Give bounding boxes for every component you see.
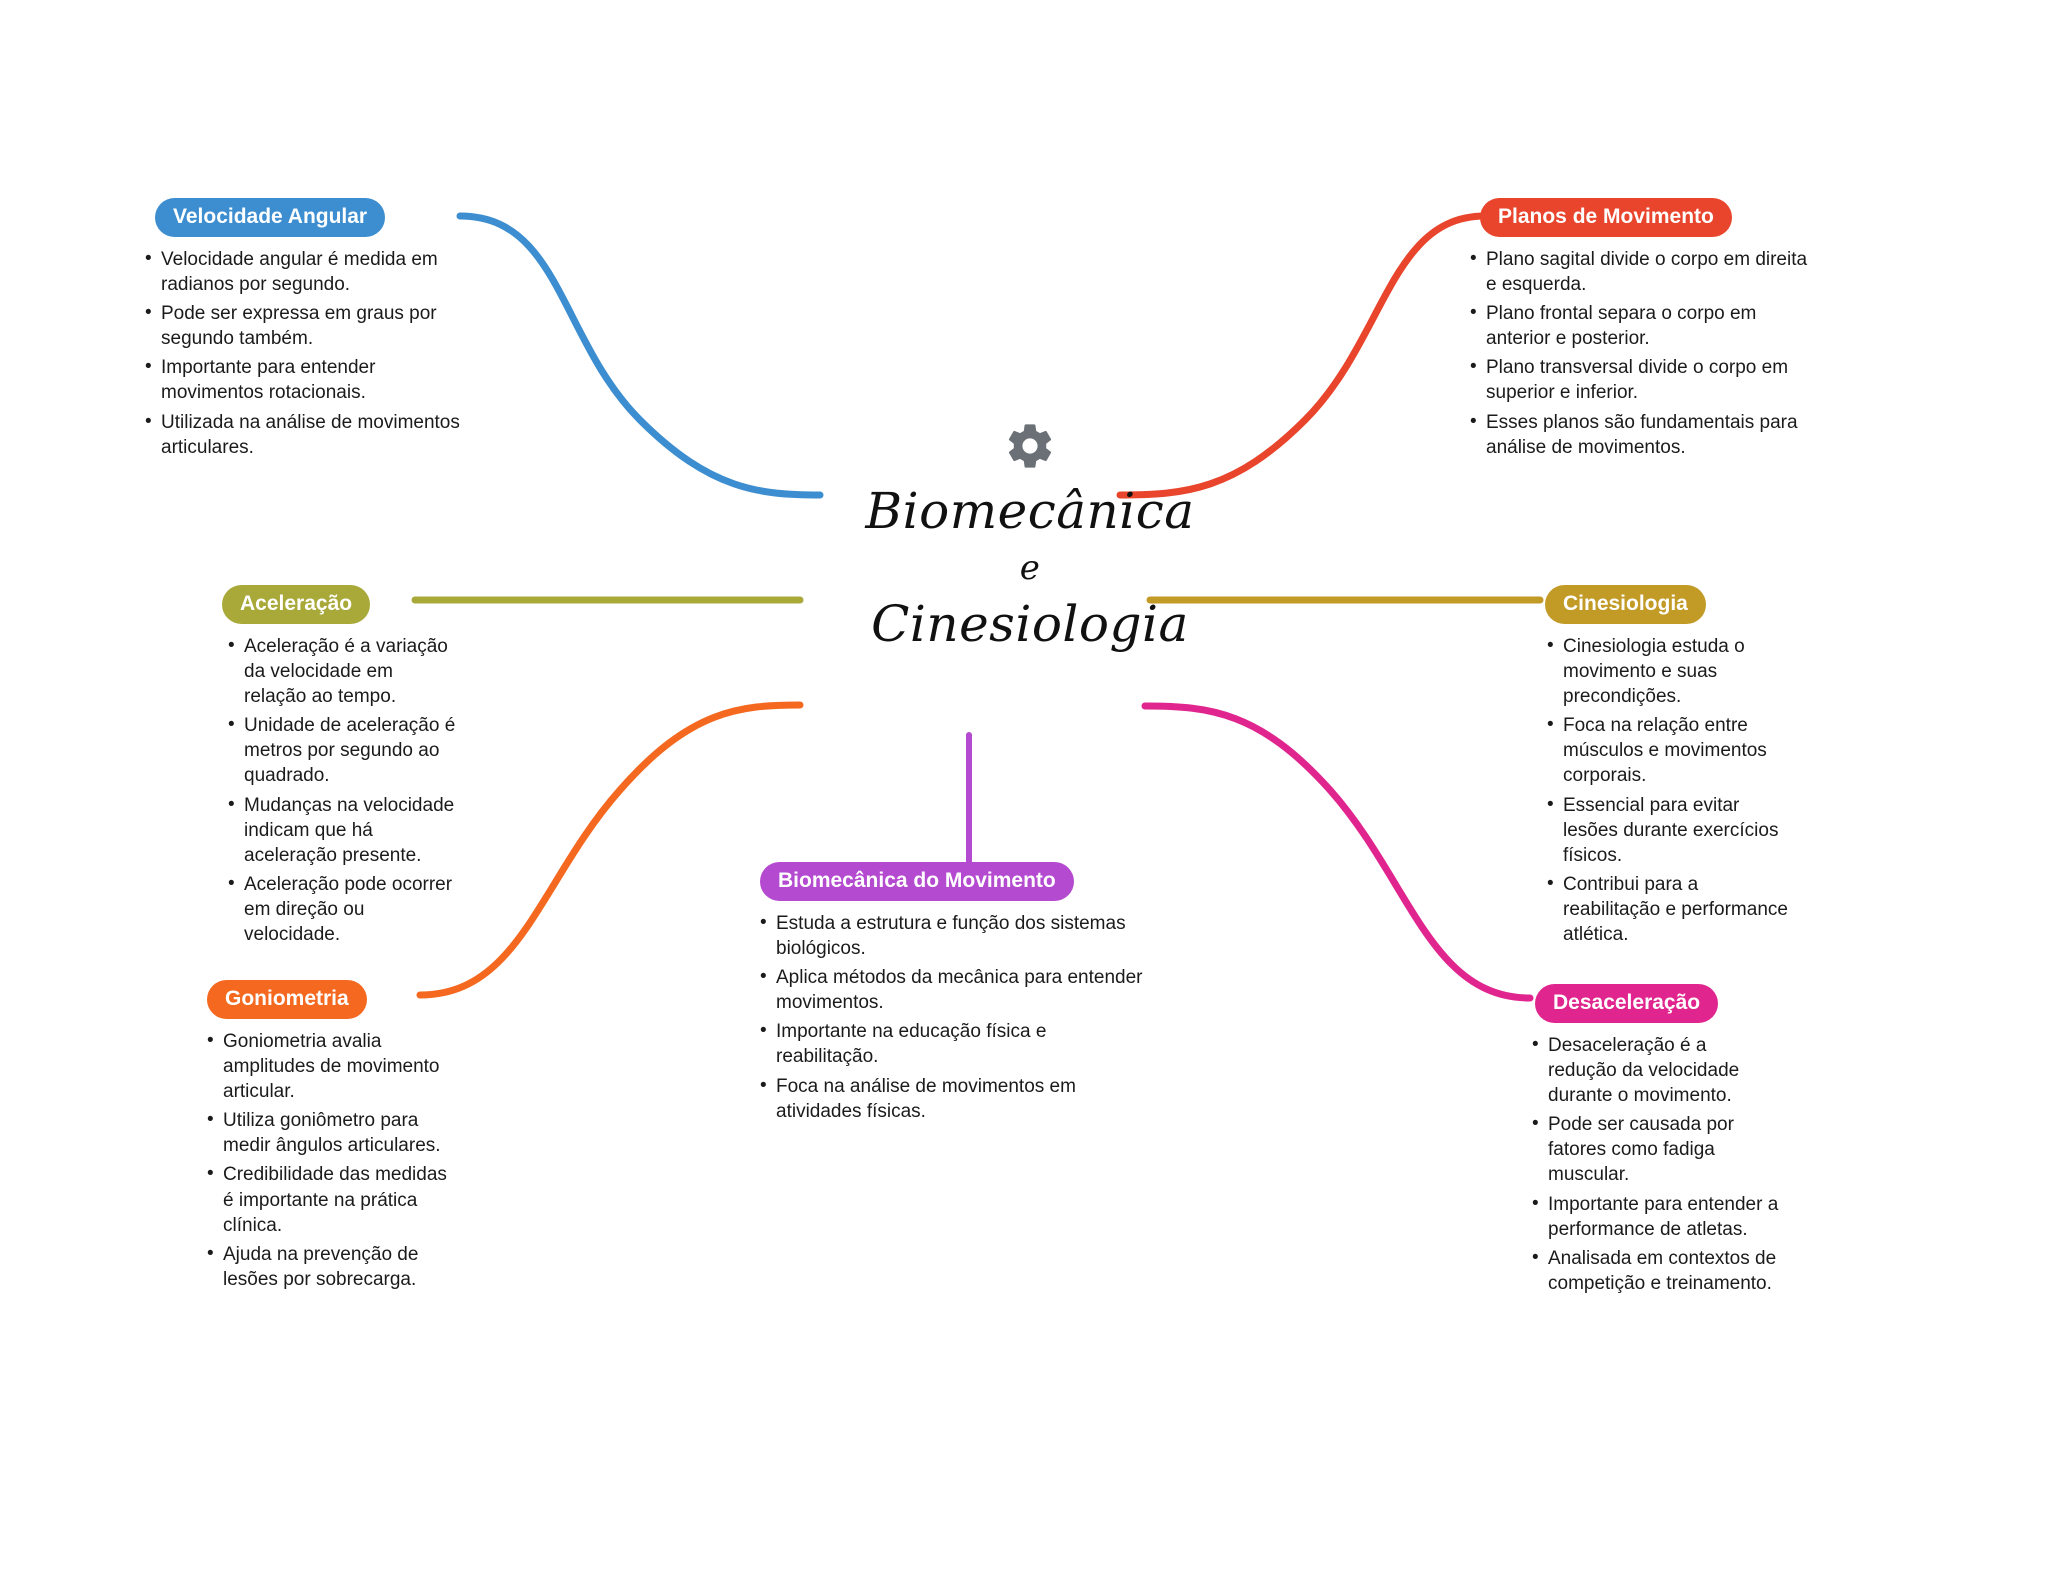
- list-item: • Aplica métodos da mecânica para entender movimentos.: [760, 965, 1150, 1015]
- central-title-line3: Cinesiologia: [871, 595, 1189, 654]
- central-title: [780, 478, 1280, 659]
- list-item: • Plano transversal divide o corpo em superior e inferior.: [1470, 355, 1815, 405]
- topic-label-planos-movimento[interactable]: Planos de Movimento: [1480, 198, 1732, 237]
- list-item: • Velocidade angular é medida em radianos por segundo.: [145, 247, 475, 297]
- topic-cinesiologia[interactable]: [1525, 585, 1790, 951]
- connector-velocidade-angular: [460, 216, 820, 495]
- topic-items-cinesiologia: [1547, 634, 1790, 947]
- topic-goniometria[interactable]: [195, 980, 460, 1296]
- topic-items-aceleracao: [228, 634, 460, 947]
- list-item: • Cinesiologia estuda o movimento e suas precondições.: [1547, 634, 1790, 709]
- topic-aceleracao[interactable]: [210, 585, 460, 951]
- list-item: • Plano sagital divide o corpo em direita e esquerda.: [1470, 247, 1815, 297]
- list-item: • Credibilidade das medidas é importante na prática clínica.: [207, 1162, 460, 1237]
- list-item: • Mudanças na velocidade indicam que há aceleração presente.: [228, 793, 460, 868]
- topic-items-desaceleracao: [1532, 1033, 1780, 1296]
- list-item: • Utilizada na análise de movimentos articulares.: [145, 410, 475, 460]
- list-item: • Aceleração é a variação da velocidade em relação ao tempo.: [228, 634, 460, 709]
- list-item: • Pode ser expressa em graus por segundo também.: [145, 301, 475, 351]
- list-item: • Utiliza goniômetro para medir ângulos articulares.: [207, 1108, 460, 1158]
- connector-goniometria: [420, 705, 800, 995]
- topic-biomecanica-movimento[interactable]: [750, 862, 1150, 1128]
- list-item: • Goniometria avalia amplitudes de movimento articular.: [207, 1029, 460, 1104]
- list-item: • Importante na educação física e reabilitação.: [760, 1019, 1150, 1069]
- topic-label-cinesiologia[interactable]: Cinesiologia: [1545, 585, 1706, 624]
- central-node: [780, 420, 1280, 659]
- central-title-line2: e: [1019, 547, 1041, 588]
- topic-label-biomecanica-movimento[interactable]: Biomecânica do Movimento: [760, 862, 1074, 901]
- list-item: • Unidade de aceleração é metros por segundo ao quadrado.: [228, 713, 460, 788]
- topic-label-desaceleracao[interactable]: Desaceleração: [1535, 984, 1718, 1023]
- list-item: • Estuda a estrutura e função dos sistemas biológicos.: [760, 911, 1150, 961]
- list-item: • Ajuda na prevenção de lesões por sobrecarga.: [207, 1242, 460, 1292]
- list-item: • Aceleração pode ocorrer em direção ou velocidade.: [228, 872, 460, 947]
- list-item: • Foca na relação entre músculos e movimentos corporais.: [1547, 713, 1790, 788]
- topic-label-velocidade-angular[interactable]: Velocidade Angular: [155, 198, 385, 237]
- topic-items-velocidade-angular: [145, 247, 475, 460]
- gear-icon: [1004, 420, 1056, 472]
- topic-velocidade-angular[interactable]: [145, 198, 475, 464]
- list-item: • Analisada em contextos de competição e treinamento.: [1532, 1246, 1780, 1296]
- list-item: • Foca na análise de movimentos em atividades físicas.: [760, 1074, 1150, 1124]
- list-item: • Plano frontal separa o corpo em anterior e posterior.: [1470, 301, 1815, 351]
- list-item: • Essencial para evitar lesões durante exercícios físicos.: [1547, 793, 1790, 868]
- topic-items-planos-movimento: [1470, 247, 1815, 460]
- topic-planos-movimento[interactable]: [1470, 198, 1815, 464]
- topic-label-goniometria[interactable]: Goniometria: [207, 980, 367, 1019]
- connector-desaceleracao: [1145, 706, 1530, 998]
- list-item: • Importante para entender movimentos rotacionais.: [145, 355, 475, 405]
- list-item: • Desaceleração é a redução da velocidade durante o movimento.: [1532, 1033, 1780, 1108]
- central-title-line1: Biomecânica: [865, 482, 1195, 540]
- list-item: • Pode ser causada por fatores como fadiga muscular.: [1532, 1112, 1780, 1187]
- list-item: • Contribui para a reabilitação e performance atlética.: [1547, 872, 1790, 947]
- topic-desaceleracao[interactable]: [1510, 984, 1780, 1300]
- list-item: • Esses planos são fundamentais para análise de movimentos.: [1470, 410, 1815, 460]
- topic-label-aceleracao[interactable]: Aceleração: [222, 585, 370, 624]
- list-item: • Importante para entender a performance de atletas.: [1532, 1192, 1780, 1242]
- topic-items-biomecanica-movimento: [760, 911, 1150, 1124]
- topic-items-goniometria: [207, 1029, 460, 1292]
